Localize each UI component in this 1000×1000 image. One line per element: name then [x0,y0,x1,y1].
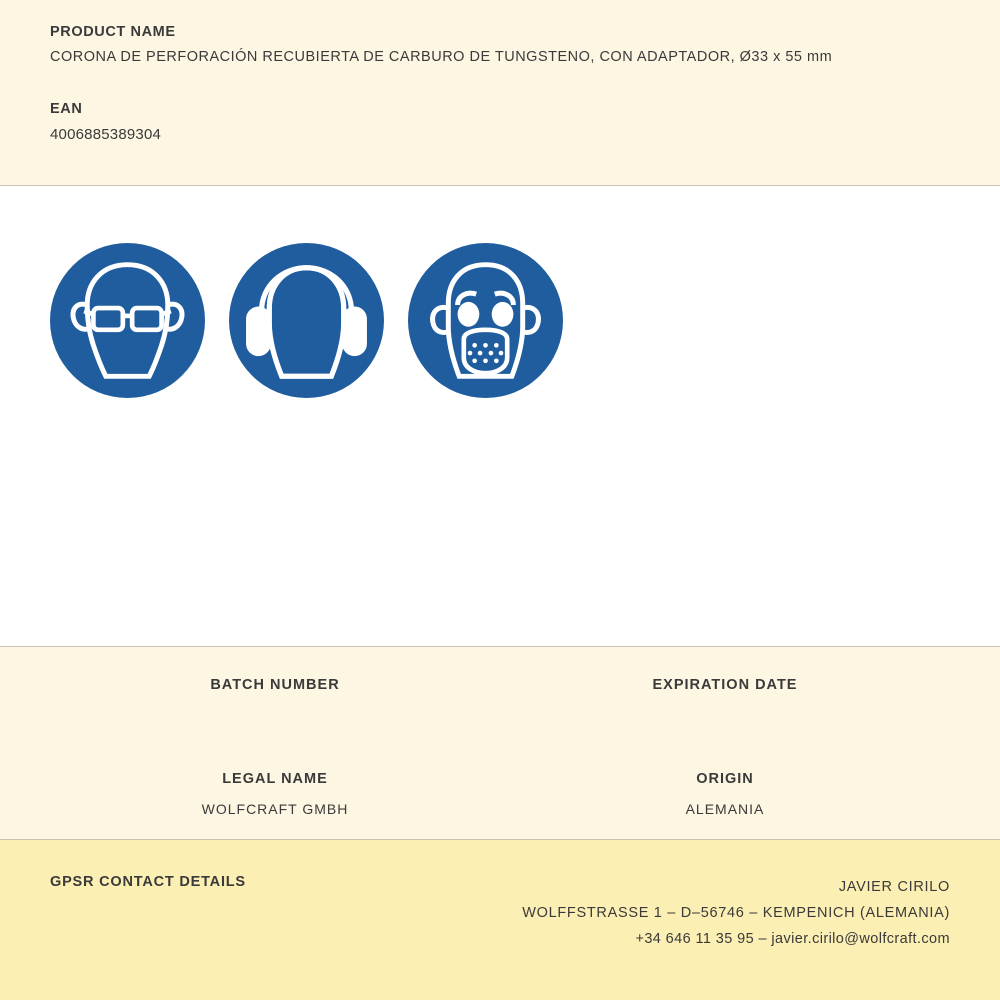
product-name-block [50,24,950,65]
ean-block [50,101,950,143]
origin-value: ALEMANIA [685,801,765,817]
header-section [0,0,1000,186]
wear-respiratory-protection-icon [408,243,563,398]
batch-row-values [50,695,950,707]
gpsr-contact-address: WOLFFSTRASSE 1 – D–56746 – KEMPENICH (ALEMANIA) [522,905,950,921]
legal-row-values [50,799,950,819]
batch-legal-section [0,646,1000,840]
ean-value: 4006885389304 [50,126,162,143]
ean-label: EAN [50,101,83,117]
batch-number-value [50,695,500,715]
legal-name-label: LEGAL NAME [222,771,328,787]
product-name-label: PRODUCT NAME [50,24,176,40]
product-name-value: CORONA DE PERFORACIÓN RECUBIERTA DE CARBURO DE TUNGSTENO, CON ADAPTADOR, Ø33 x 55 mm [50,49,833,65]
batch-row-headers [50,675,950,695]
pictogram-row [50,243,950,398]
wear-eye-protection-icon [50,243,205,398]
origin-label: ORIGIN [696,771,754,787]
gpsr-contact-details-label: GPSR CONTACT DETAILS [50,874,246,890]
gpsr-footer-section [0,840,1000,1000]
batch-number-label: BATCH NUMBER [210,677,340,693]
gpsr-contact-name: JAVIER CIRILO [838,879,950,895]
legal-row-headers [50,769,950,789]
legal-name-value: WOLFCRAFT GMBH [201,801,349,817]
wear-ear-protection-icon [229,243,384,398]
gpsr-contact-phone-email: +34 646 11 35 95 – javier.cirilo@wolfcraft.com [635,931,950,947]
expiration-date-value [500,695,950,715]
pictogram-section [0,186,1000,646]
expiration-date-label: EXPIRATION DATE [652,677,798,693]
mid-spacer [0,707,1000,769]
gpsr-contact-lines [522,874,950,952]
